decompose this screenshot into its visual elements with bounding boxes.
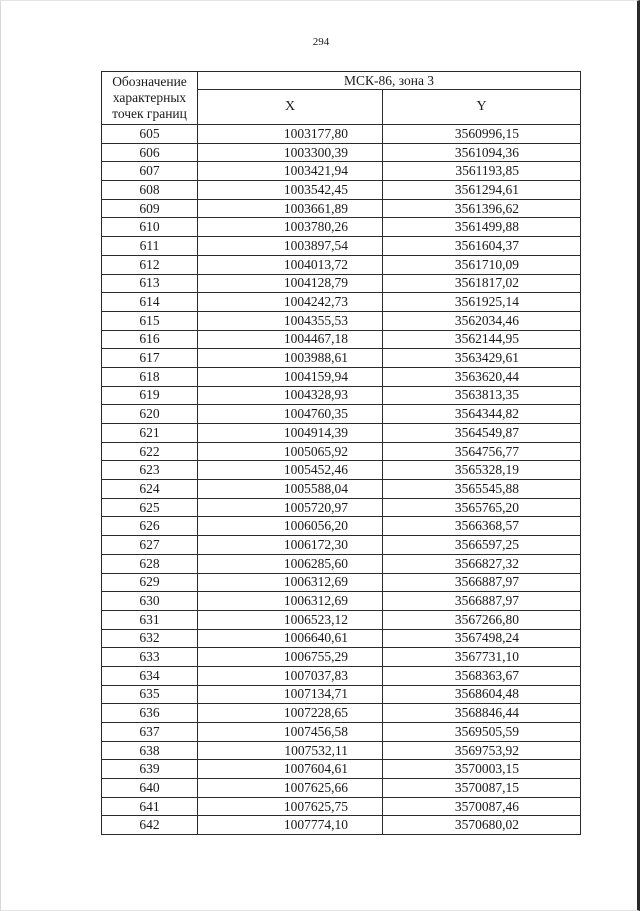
table-row [102, 760, 581, 779]
y-coordinate-cell: 3566368,57 [383, 517, 581, 536]
table-row [102, 517, 581, 536]
point-id-cell: 622 [102, 442, 198, 461]
table-row [102, 125, 581, 144]
x-coordinate-cell: 1006056,20 [198, 517, 383, 536]
y-coordinate-cell: 3569505,59 [383, 723, 581, 742]
y-coordinate-cell: 3562034,46 [383, 311, 581, 330]
point-id-cell: 616 [102, 330, 198, 349]
table-row [102, 498, 581, 517]
x-coordinate-cell: 1003177,80 [198, 125, 383, 144]
table-row [102, 162, 581, 181]
y-coordinate-cell: 3566887,97 [383, 573, 581, 592]
table-row [102, 648, 581, 667]
table-row [102, 218, 581, 237]
x-coordinate-cell: 1004328,93 [198, 386, 383, 405]
point-id-cell: 621 [102, 424, 198, 443]
point-id-cell: 628 [102, 554, 198, 573]
y-coordinate-cell: 3562144,95 [383, 330, 581, 349]
table-row [102, 704, 581, 723]
table-row [102, 779, 581, 798]
x-coordinate-cell: 1006312,69 [198, 573, 383, 592]
page-number: 294 [312, 36, 330, 48]
table-row [102, 293, 581, 312]
coordinate-system-header: МСК-86, зона 3 [198, 72, 581, 90]
y-coordinate-cell: 3567266,80 [383, 610, 581, 629]
table-row [102, 237, 581, 256]
table-row [102, 741, 581, 760]
table-row [102, 367, 581, 386]
coordinates-table [101, 71, 581, 835]
x-coordinate-cell: 1004242,73 [198, 293, 383, 312]
point-id-cell: 615 [102, 311, 198, 330]
point-id-cell: 609 [102, 199, 198, 218]
y-coordinate-cell: 3570003,15 [383, 760, 581, 779]
y-coordinate-cell: 3563429,61 [383, 349, 581, 368]
x-coordinate-cell: 1006523,12 [198, 610, 383, 629]
point-id-cell: 639 [102, 760, 198, 779]
y-coordinate-cell: 3561193,85 [383, 162, 581, 181]
point-id-cell: 613 [102, 274, 198, 293]
y-coordinate-cell: 3561817,02 [383, 274, 581, 293]
point-id-cell: 640 [102, 779, 198, 798]
table-row [102, 311, 581, 330]
point-id-cell: 636 [102, 704, 198, 723]
x-coordinate-cell: 1007456,58 [198, 723, 383, 742]
point-id-cell: 629 [102, 573, 198, 592]
x-coordinate-cell: 1003542,45 [198, 181, 383, 200]
y-coordinate-cell: 3565328,19 [383, 461, 581, 480]
y-coordinate-cell: 3570087,46 [383, 797, 581, 816]
table-row [102, 685, 581, 704]
y-coordinate-cell: 3570680,02 [383, 816, 581, 835]
x-coordinate-cell: 1005588,04 [198, 480, 383, 499]
table-row [102, 536, 581, 555]
table-row [102, 723, 581, 742]
point-id-cell: 617 [102, 349, 198, 368]
table-row [102, 461, 581, 480]
point-id-cell: 635 [102, 685, 198, 704]
table-row [102, 181, 581, 200]
point-id-cell: 633 [102, 648, 198, 667]
x-coordinate-cell: 1006640,61 [198, 629, 383, 648]
x-coordinate-cell: 1005065,92 [198, 442, 383, 461]
y-coordinate-cell: 3565765,20 [383, 498, 581, 517]
table-row [102, 330, 581, 349]
table-row [102, 442, 581, 461]
table-row [102, 349, 581, 368]
y-coordinate-cell: 3561925,14 [383, 293, 581, 312]
point-id-cell: 614 [102, 293, 198, 312]
point-id-cell: 618 [102, 367, 198, 386]
y-coordinate-cell: 3566827,32 [383, 554, 581, 573]
table-row [102, 666, 581, 685]
y-coordinate-cell: 3561094,36 [383, 143, 581, 162]
table-row [102, 629, 581, 648]
point-id-cell: 610 [102, 218, 198, 237]
y-coordinate-cell: 3564549,87 [383, 424, 581, 443]
x-coordinate-cell: 1006172,30 [198, 536, 383, 555]
table-row [102, 255, 581, 274]
x-column-header: X [198, 90, 383, 125]
table-row [102, 405, 581, 424]
table-row [102, 573, 581, 592]
x-coordinate-cell: 1006755,29 [198, 648, 383, 667]
y-coordinate-cell: 3561396,62 [383, 199, 581, 218]
x-coordinate-cell: 1004159,94 [198, 367, 383, 386]
point-id-cell: 607 [102, 162, 198, 181]
point-id-cell: 634 [102, 666, 198, 685]
x-coordinate-cell: 1007625,75 [198, 797, 383, 816]
y-coordinate-cell: 3563813,35 [383, 386, 581, 405]
point-id-cell: 611 [102, 237, 198, 256]
table-row [102, 274, 581, 293]
y-coordinate-cell: 3567731,10 [383, 648, 581, 667]
y-coordinate-cell: 3564344,82 [383, 405, 581, 424]
table-row [102, 480, 581, 499]
x-coordinate-cell: 1004467,18 [198, 330, 383, 349]
x-coordinate-cell: 1004355,53 [198, 311, 383, 330]
x-coordinate-cell: 1006285,60 [198, 554, 383, 573]
x-coordinate-cell: 1003300,39 [198, 143, 383, 162]
point-id-cell: 606 [102, 143, 198, 162]
x-coordinate-cell: 1003988,61 [198, 349, 383, 368]
point-id-cell: 612 [102, 255, 198, 274]
point-id-cell: 608 [102, 181, 198, 200]
point-id-cell: 627 [102, 536, 198, 555]
x-coordinate-cell: 1004914,39 [198, 424, 383, 443]
point-id-cell: 637 [102, 723, 198, 742]
x-coordinate-cell: 1003897,54 [198, 237, 383, 256]
x-coordinate-cell: 1007604,61 [198, 760, 383, 779]
y-coordinate-cell: 3563620,44 [383, 367, 581, 386]
point-id-cell: 630 [102, 592, 198, 611]
point-id-cell: 626 [102, 517, 198, 536]
x-coordinate-cell: 1007134,71 [198, 685, 383, 704]
x-coordinate-cell: 1007228,65 [198, 704, 383, 723]
x-coordinate-cell: 1007625,66 [198, 779, 383, 798]
y-coordinate-cell: 3570087,15 [383, 779, 581, 798]
point-id-cell: 620 [102, 405, 198, 424]
table-row [102, 386, 581, 405]
table-row [102, 554, 581, 573]
point-id-cell: 641 [102, 797, 198, 816]
y-coordinate-cell: 3568846,44 [383, 704, 581, 723]
x-coordinate-cell: 1004013,72 [198, 255, 383, 274]
y-coordinate-cell: 3561294,61 [383, 181, 581, 200]
y-coordinate-cell: 3568363,67 [383, 666, 581, 685]
y-coordinate-cell: 3561604,37 [383, 237, 581, 256]
x-coordinate-cell: 1006312,69 [198, 592, 383, 611]
table-body [102, 125, 581, 835]
y-coordinate-cell: 3564756,77 [383, 442, 581, 461]
y-coordinate-cell: 3566887,97 [383, 592, 581, 611]
x-coordinate-cell: 1003661,89 [198, 199, 383, 218]
point-id-cell: 605 [102, 125, 198, 144]
table-row [102, 816, 581, 835]
table-row [102, 610, 581, 629]
y-coordinate-cell: 3569753,92 [383, 741, 581, 760]
point-id-cell: 642 [102, 816, 198, 835]
x-coordinate-cell: 1007037,83 [198, 666, 383, 685]
table-row [102, 424, 581, 443]
point-id-cell: 623 [102, 461, 198, 480]
point-id-cell: 625 [102, 498, 198, 517]
point-id-cell: 638 [102, 741, 198, 760]
table-row [102, 592, 581, 611]
x-coordinate-cell: 1004760,35 [198, 405, 383, 424]
x-coordinate-cell: 1003421,94 [198, 162, 383, 181]
x-coordinate-cell: 1004128,79 [198, 274, 383, 293]
table-row [102, 199, 581, 218]
table-row [102, 797, 581, 816]
point-id-cell: 619 [102, 386, 198, 405]
y-column-header: Y [383, 90, 581, 125]
y-coordinate-cell: 3568604,48 [383, 685, 581, 704]
y-coordinate-cell: 3561499,88 [383, 218, 581, 237]
y-coordinate-cell: 3560996,15 [383, 125, 581, 144]
point-id-cell: 631 [102, 610, 198, 629]
point-id-cell: 632 [102, 629, 198, 648]
x-coordinate-cell: 1005452,46 [198, 461, 383, 480]
y-coordinate-cell: 3567498,24 [383, 629, 581, 648]
x-coordinate-cell: 1007532,11 [198, 741, 383, 760]
point-id-cell: 624 [102, 480, 198, 499]
y-coordinate-cell: 3561710,09 [383, 255, 581, 274]
y-coordinate-cell: 3566597,25 [383, 536, 581, 555]
point-designation-header: Обозначение характерных точек границ [102, 72, 198, 125]
x-coordinate-cell: 1005720,97 [198, 498, 383, 517]
table-row [102, 143, 581, 162]
x-coordinate-cell: 1007774,10 [198, 816, 383, 835]
y-coordinate-cell: 3565545,88 [383, 480, 581, 499]
x-coordinate-cell: 1003780,26 [198, 218, 383, 237]
